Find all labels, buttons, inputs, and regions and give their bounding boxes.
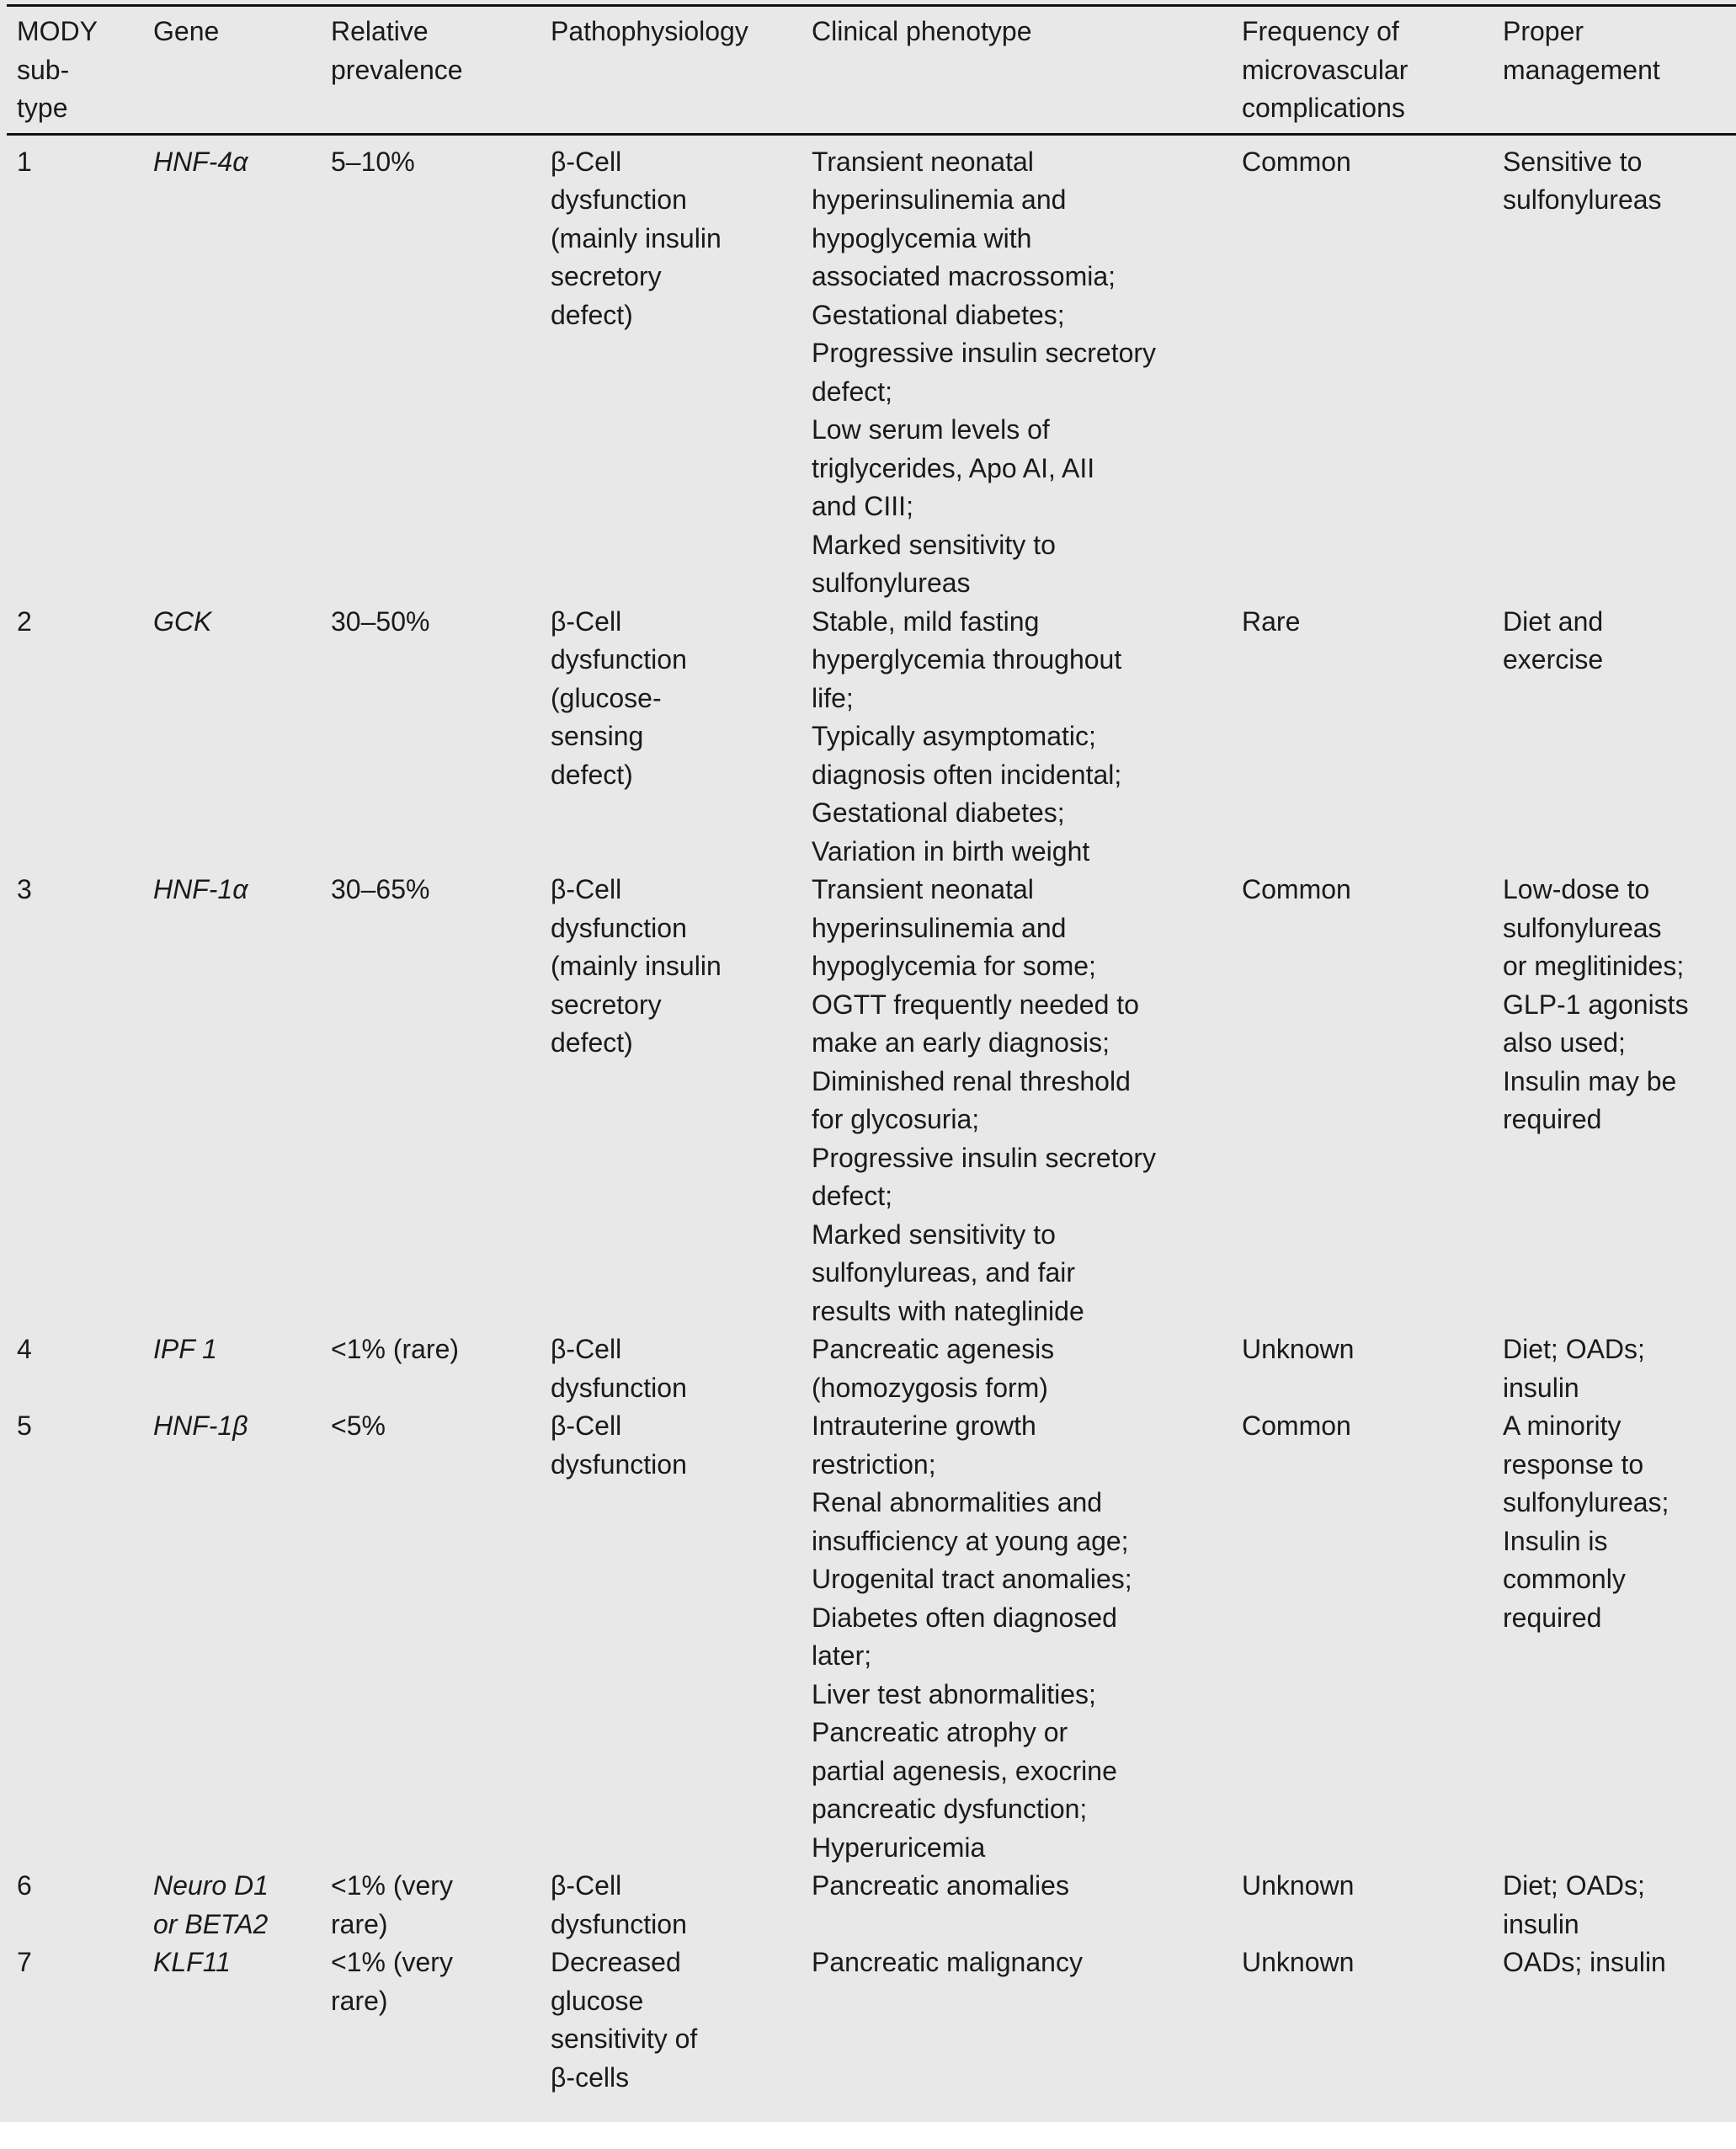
cell-prevalence: 5–10% xyxy=(331,146,415,177)
mody-subtypes-table xyxy=(0,13,1736,2097)
cell-subtype: 3 xyxy=(17,874,32,904)
table-row xyxy=(0,1407,1736,1867)
cell-microvascular-frequency: Rare xyxy=(1242,605,1301,637)
header-gene: Gene xyxy=(153,16,220,46)
cell-pathophysiology: β-Cell dysfunction xyxy=(551,1870,687,1939)
table-top-rule xyxy=(7,4,1736,7)
cell-pathophysiology: β-Cell dysfunction (glucose- sensing defect) xyxy=(551,605,687,790)
cell-gene: HNF-4α xyxy=(153,146,248,177)
header-relative-prevalence: Relative prevalence xyxy=(331,16,463,85)
cell-pathophysiology: β-Cell dysfunction xyxy=(551,1334,687,1403)
cell-management: Diet; OADs; insulin xyxy=(1503,1870,1645,1939)
cell-microvascular-frequency: Common xyxy=(1242,874,1351,904)
cell-phenotype: Transient neonatal hyperinsulinemia and hypoglycemia for some; OGTT frequently needed to make an early diagnosis; Diminished renal threshold for glycosuria; Progressive insulin secretory defect; Marked sensitivity to sulfonylureas, and fair results with nateglinide xyxy=(812,874,1157,1326)
cell-subtype: 2 xyxy=(17,605,32,637)
header-mody-subtype: MODY sub- type xyxy=(17,16,98,123)
cell-phenotype: Intrauterine growth restriction; Renal abnormalities and insufficiency at young age; Urogenital tract anomalies; Diabetes often diagnosed later; Liver test abnormalities; Pancreatic atrophy or partial agenesis, exocrine pancreatic dysfunction; Hyperuricemia xyxy=(812,1410,1132,1863)
table-row xyxy=(0,1330,1736,1407)
header-microvascular-frequency: Frequency of microvascular complications xyxy=(1242,16,1409,123)
cell-prevalence: 30–50% xyxy=(331,605,430,637)
header-pathophysiology: Pathophysiology xyxy=(551,16,748,46)
header-proper-management: Proper management xyxy=(1503,16,1660,85)
cell-gene: KLF11 xyxy=(153,1947,231,1977)
header-clinical-phenotype: Clinical phenotype xyxy=(812,16,1032,46)
cell-pathophysiology: β-Cell dysfunction (mainly insulin secretory defect) xyxy=(551,874,722,1058)
cell-management: Diet; OADs; insulin xyxy=(1503,1334,1645,1403)
cell-prevalence: <1% (rare) xyxy=(331,1334,460,1364)
table-row xyxy=(0,603,1736,872)
cell-microvascular-frequency: Common xyxy=(1242,1410,1351,1441)
table-header-row xyxy=(0,13,1736,143)
cell-pathophysiology: β-Cell dysfunction (mainly insulin secretory defect) xyxy=(551,146,722,330)
table-row xyxy=(0,1867,1736,1944)
cell-subtype: 7 xyxy=(17,1947,32,1977)
cell-subtype: 1 xyxy=(17,146,32,177)
cell-management: Diet and exercise xyxy=(1503,605,1604,675)
cell-phenotype: Stable, mild fasting hyperglycemia throughout life; Typically asymptomatic; diagnosis often incidental; Gestational diabetes; Variation in birth weight xyxy=(812,605,1122,867)
table-row xyxy=(0,871,1736,1330)
cell-prevalence: 30–65% xyxy=(331,874,430,904)
cell-phenotype: Pancreatic malignancy xyxy=(812,1947,1083,1977)
cell-pathophysiology: β-Cell dysfunction xyxy=(551,1410,687,1480)
cell-management: A minority response to sulfonylureas; Insulin is commonly required xyxy=(1503,1410,1669,1633)
cell-subtype: 6 xyxy=(17,1870,32,1901)
table-body xyxy=(0,143,1736,2098)
cell-management: Low-dose to sulfonylureas or meglitinides; GLP-1 agonists also used; Insulin may be required xyxy=(1503,874,1689,1134)
cell-microvascular-frequency: Unknown xyxy=(1242,1947,1355,1977)
cell-phenotype: Pancreatic anomalies xyxy=(812,1870,1069,1901)
table-row xyxy=(0,143,1736,603)
cell-gene: GCK xyxy=(153,605,212,637)
cell-subtype: 5 xyxy=(17,1410,32,1441)
cell-pathophysiology: Decreased glucose sensitivity of β-cells xyxy=(551,1947,698,2093)
cell-gene: Neuro D1 or BETA2 xyxy=(153,1870,269,1939)
cell-phenotype: Pancreatic agenesis (homozygosis form) xyxy=(812,1334,1055,1403)
cell-microvascular-frequency: Unknown xyxy=(1242,1334,1355,1364)
cell-gene: IPF 1 xyxy=(153,1334,217,1364)
cell-microvascular-frequency: Common xyxy=(1242,146,1351,177)
cell-management: OADs; insulin xyxy=(1503,1947,1666,1977)
cell-prevalence: <5% xyxy=(331,1410,386,1441)
cell-subtype: 4 xyxy=(17,1334,32,1364)
cell-microvascular-frequency: Unknown xyxy=(1242,1870,1355,1901)
cell-gene: HNF-1α xyxy=(153,874,248,904)
cell-gene: HNF-1β xyxy=(153,1410,248,1441)
cell-prevalence: <1% (very rare) xyxy=(331,1947,453,2016)
cell-management: Sensitive to sulfonylureas xyxy=(1503,146,1662,215)
cell-phenotype: Transient neonatal hyperinsulinemia and hypoglycemia with associated macrossomia; Gestational diabetes; Progressive insulin secretory defect; Low serum levels of triglycerides, Apo AI, AII and CIII; Marked sensitivity to sulfonylureas xyxy=(812,146,1157,598)
cell-prevalence: <1% (very rare) xyxy=(331,1870,453,1939)
table-row xyxy=(0,1944,1736,2097)
